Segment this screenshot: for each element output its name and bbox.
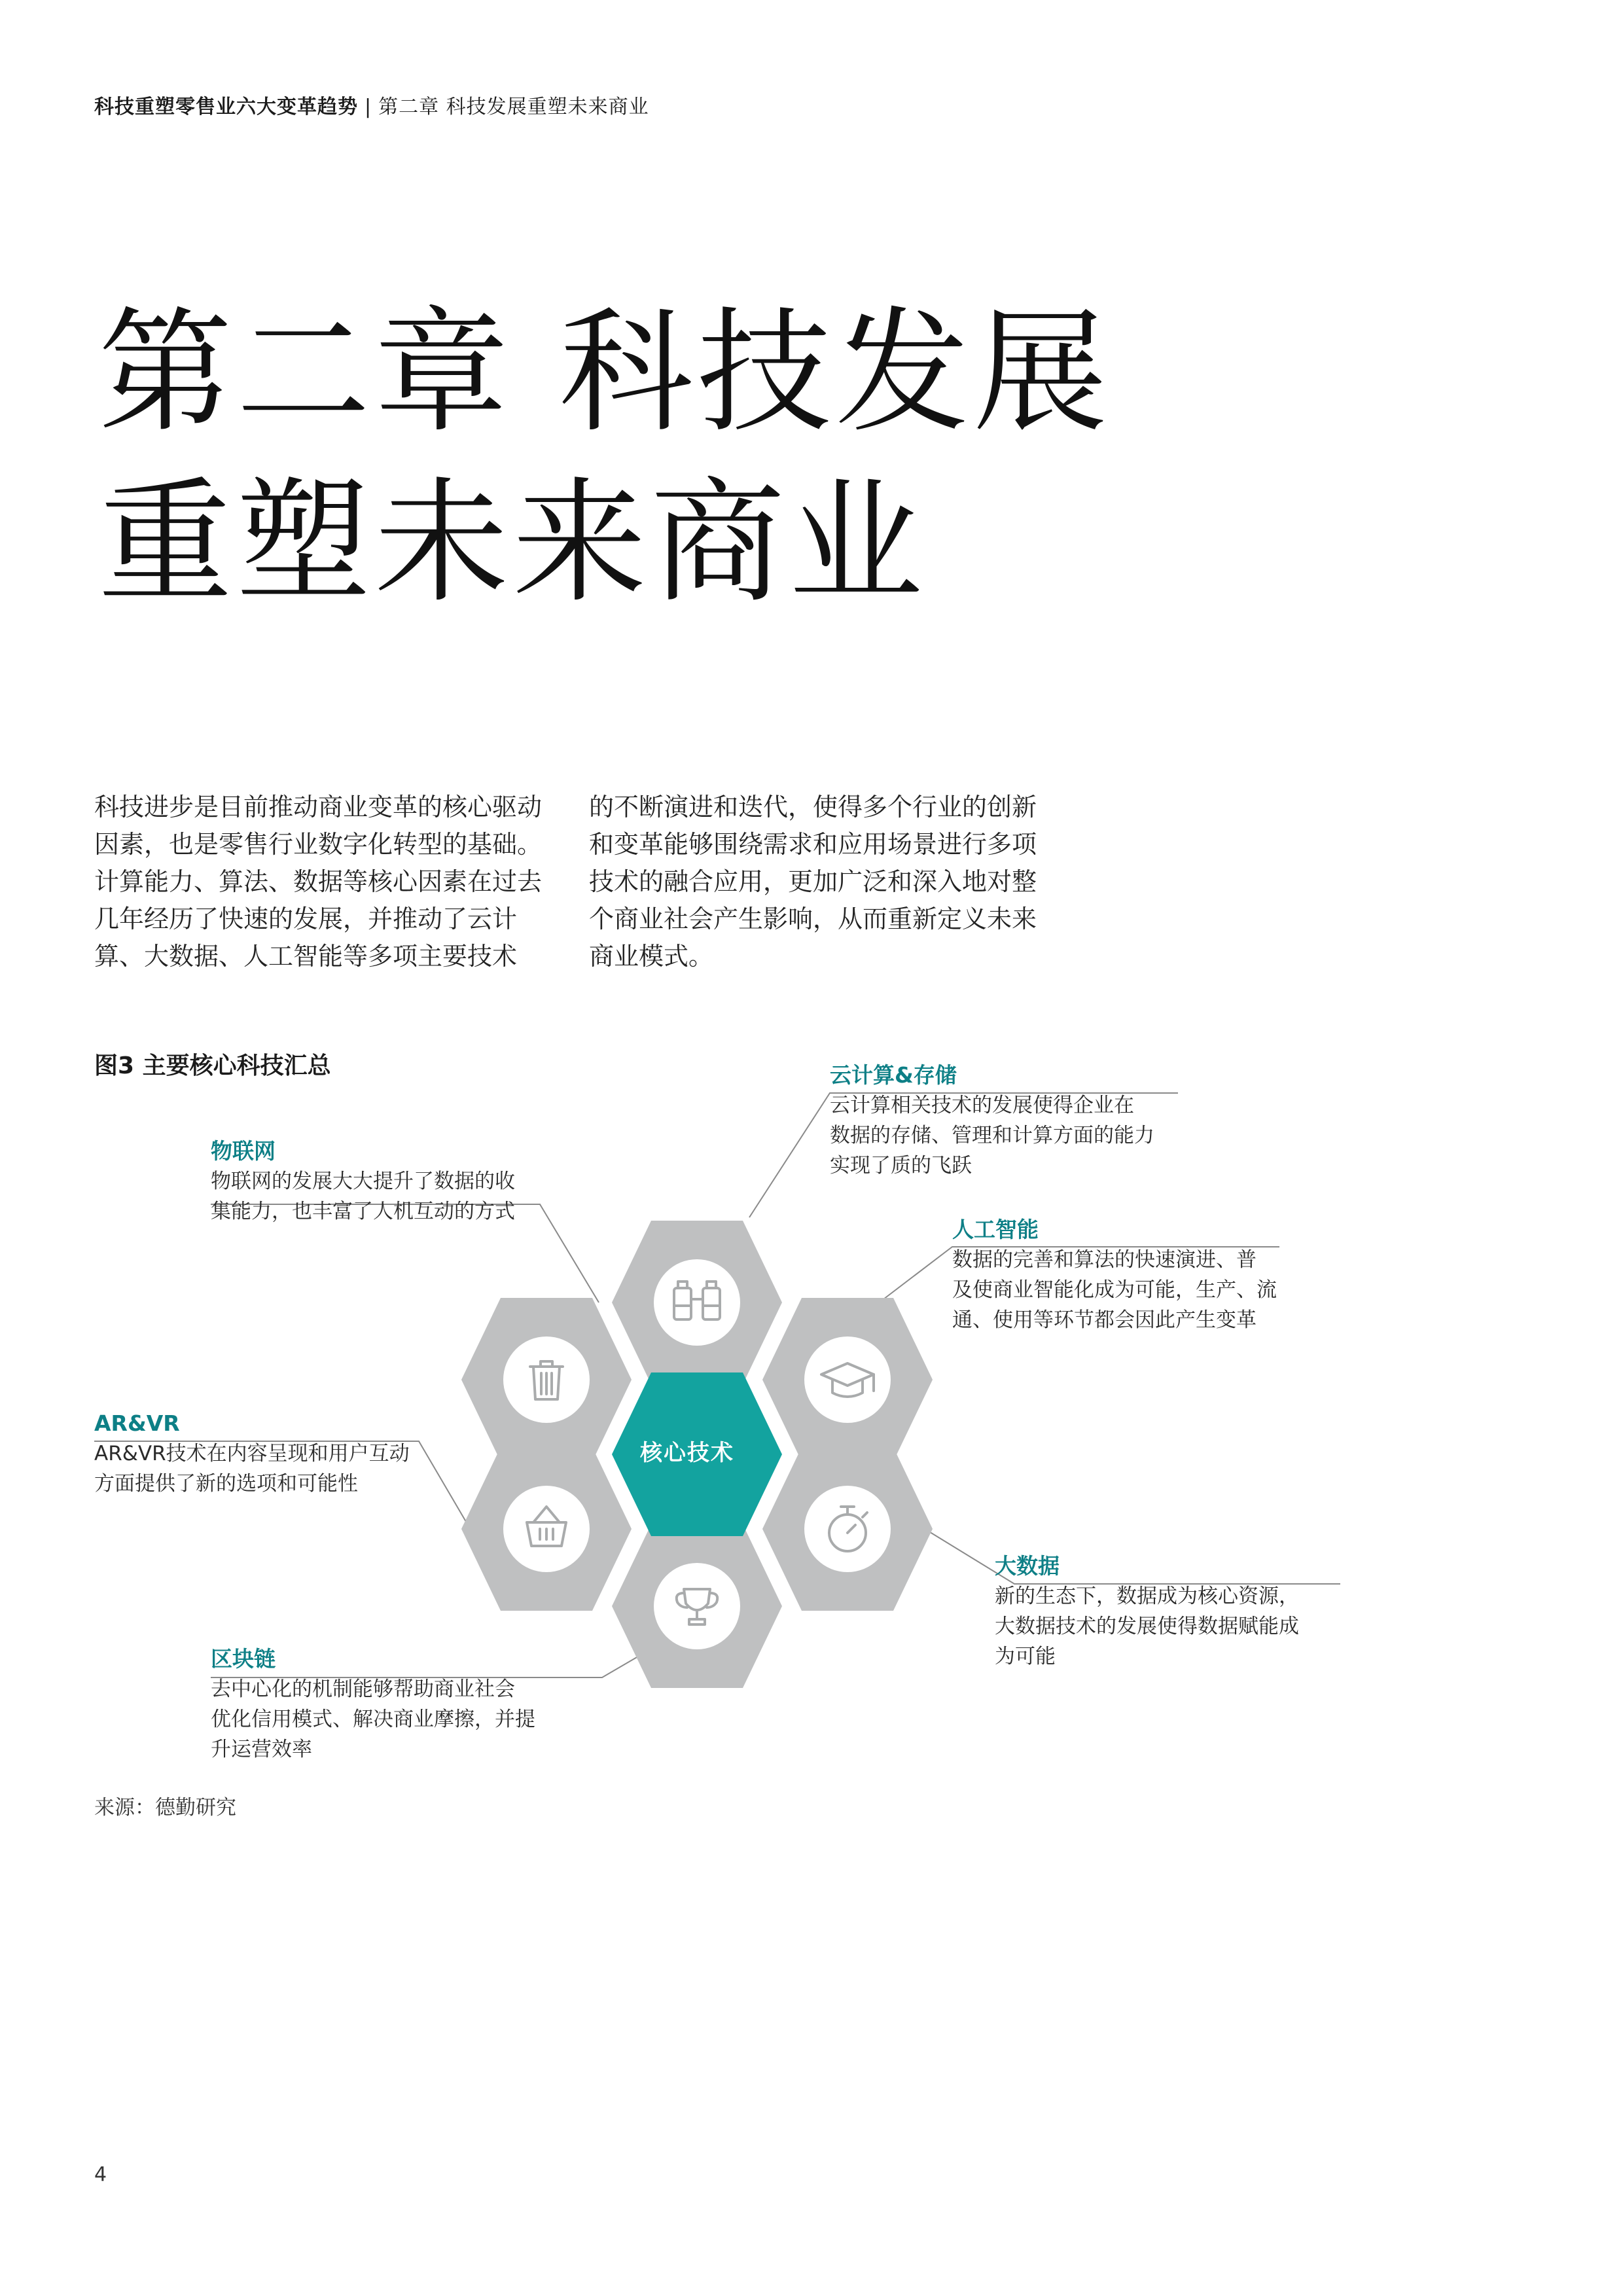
block-ai [952, 1215, 1277, 1335]
ai-text: 数据的完善和算法的快速演进、普 及使商业智能化成为可能，生产、流 通、使用等环节都会因此产生变革 [952, 1248, 1277, 1332]
ai-icon-bg [804, 1336, 891, 1423]
bigdata-heading: 大数据 [995, 1553, 1060, 1579]
ai-heading: 人工智能 [952, 1217, 1039, 1242]
arvr-heading: AR&VR [94, 1410, 180, 1436]
cloud-text: 云计算相关技术的发展使得企业在 数据的存储、管理和计算方面的能力 实现了质的飞跃 [830, 1094, 1154, 1177]
header-separator: | [365, 96, 372, 118]
chapter-label: 第二章 科技发展重塑未来商业 [378, 96, 649, 118]
blockchain-icon-bg [654, 1563, 740, 1649]
figure-title: 图3 主要核心科技汇总 [94, 1052, 331, 1079]
iot-text: 物联网的发展大大提升了数据的收 集能力，也丰富了人机互动的方式 [211, 1170, 515, 1223]
center-label: 核心技术 [640, 1440, 734, 1466]
bigdata-text: 新的生态下，数据成为核心资源， 大数据技术的发展使得数据赋能成 为可能 [995, 1585, 1299, 1668]
blockchain-heading: 区块链 [211, 1646, 276, 1672]
intro-column-1: 科技进步是目前推动商业变革的核心驱动因素，也是零售行业数字化转型的基础。计算能力、算法、数据等核心因素在过去几年经历了快速的发展，并推动了云计算、大数据、人工智能等多项主要技术 [94, 793, 543, 971]
block-iot [211, 1136, 515, 1227]
report-title: 科技重塑零售业六大变革趋势 [94, 96, 358, 118]
chapter-title-line-2: 重塑未来商业 [98, 465, 927, 621]
block-blockchain [211, 1644, 535, 1765]
iot-heading: 物联网 [211, 1138, 276, 1164]
arvr-text: AR&VR技术在内容呈现和用户互动 方面提供了新的选项和可能性 [94, 1442, 410, 1496]
chapter-title-line-1: 第二章 科技发展 [98, 295, 1112, 451]
figure-source: 来源：德勤研究 [94, 1796, 236, 1820]
blockchain-text: 去中心化的机制能够帮助商业社会 优化信用模式、解决商业摩擦，并提 升运营效率 [211, 1677, 535, 1761]
bigdata-icon-bg [804, 1486, 891, 1572]
cloud-icon-bg [654, 1259, 740, 1346]
page-number: 4 [94, 2163, 107, 2186]
block-bigdata [995, 1551, 1299, 1672]
block-cloud [830, 1060, 1154, 1181]
intro-column-2: 的不断演进和迭代，使得多个行业的创新和变革能够围绕需求和应用场景进行多项技术的融合应用，更加广泛和深入地对整个商业社会产生影响，从而重新定义未来商业模式。 [589, 793, 1037, 971]
cloud-heading: 云计算&存储 [830, 1062, 957, 1088]
block-arvr [94, 1408, 410, 1499]
trash-can-icon [530, 1361, 563, 1399]
